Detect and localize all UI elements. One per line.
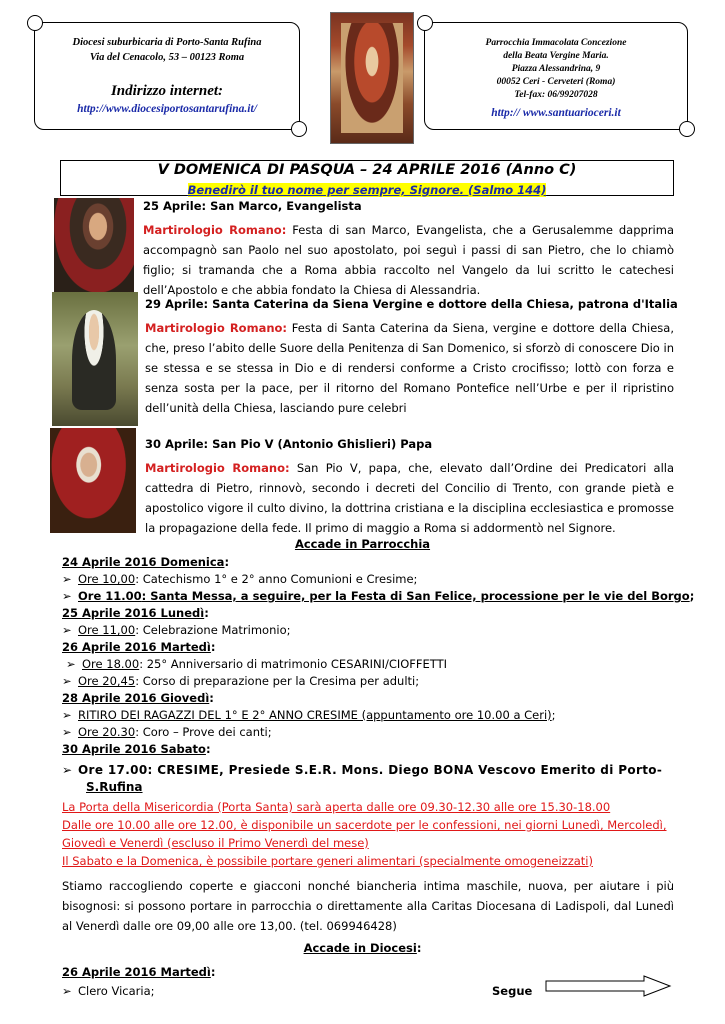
parish-name: Parrocchia Immacolata Concezione [485, 38, 627, 48]
day-1-heading: 24 Aprile 2016 Domenica [62, 555, 225, 569]
parish-url-link[interactable]: http:// www.santuarioceri.it [491, 107, 621, 119]
day-4-heading: 28 Aprile 2016 Giovedì [62, 691, 210, 705]
saint-1-text [143, 220, 674, 300]
saint-2-label: Martirologio Romano: [145, 321, 288, 335]
event-time: Ore 20,45 [78, 674, 136, 688]
arrow-icon: ➢ [62, 572, 72, 586]
saint-2-text [145, 318, 674, 418]
diocese-url-link[interactable]: http://www.diocesiportosantarufina.it/ [77, 103, 257, 115]
event-text: : Santa Messa, a seguire, per la Festa di San Felice, processione per le vie del Borgo [141, 589, 690, 603]
diocese-event: Clero Vicaria; [78, 984, 155, 998]
parish-events-heading: Accade in Parrocchia [294, 537, 431, 551]
diocese-address: Via del Cenacolo, 53 – 00123 Roma [89, 52, 245, 63]
event-text: : Celebrazione Matrimonio; [135, 623, 291, 637]
event-time: Ore 18.00 [82, 657, 140, 671]
diocese-day-heading: 26 Aprile 2016 Martedì [62, 965, 211, 979]
arrow-icon: ➢ [62, 763, 73, 777]
event-time: Ore 11.00 [78, 589, 142, 603]
psalm-subtitle: Benedirò il tuo nome per sempre, Signore. (Salmo 144) [187, 183, 547, 197]
saint-3-text [145, 458, 674, 538]
madonna-icon-image [330, 12, 414, 144]
arrow-icon: ➢ [62, 589, 72, 603]
saint-2-heading: 29 Aprile: Santa Caterina da Siena Vergine e dottore della Chiesa, patrona d'Italia [145, 297, 678, 311]
saint-2-body: Festa di Santa Caterina da Siena, vergine e dottore della Chiesa, che, preso l’abito delle Suore della Penitenza di San Domenico, si sforzò di conoscere Dio in se stessa e se stessa in Dio e di rendersi conforme a Cristo crocifisso; lottò con forza e senza sosta per la pace, per il ritorno del Romano Pontefice nell’Urbe e per il ripristino dell’unità della Chiesa, lasciando pure celebri [145, 321, 674, 415]
day-2-heading: 25 Aprile 2016 Lunedì [62, 606, 205, 620]
confession-notice: Dalle ore 10.00 alle ore 12.00, è disponibile un sacerdote per le confessioni, nei giorni Lunedì, Mercoledì, [62, 818, 667, 832]
arrow-icon: ➢ [62, 708, 72, 722]
day-3-heading: 26 Aprile 2016 Martedì [62, 640, 211, 654]
event-text: : Coro – Prove dei canti; [135, 725, 272, 739]
parish-name-2: della Beata Vergine Maria. [503, 51, 609, 61]
collection-text: Stiamo raccogliendo coperte e giacconi nonché biancheria intima maschile, nuova, per aiutare i più bisognosi: si possono portare in parrocchia o direttamente alla Caritas Diocesana di Ladispoli, dal Lunedì al Venerdì dalle ore 09,00 alle ore 13,00. (tel. 069946428) [62, 879, 674, 933]
page-title: V DOMENICA DI PASQUA – 24 APRILE 2016 (Anno C) [157, 162, 577, 178]
diocese-name: Diocesi suburbicaria di Porto-Santa Rufina [72, 37, 262, 48]
saint-3-body: San Pio V, papa, che, elevato dall’Ordine dei Predicatori alla cattedra di Pietro, rinnovò, secondo i decreti del Concilio di Trento, con grande pietà e apostolico vigore il culto divino, la dottrina cristiana e la disciplina ecclesiastica e promosse la propagazione della fede. Il primo di maggio a Roma si addormentò nel Signore. [145, 461, 675, 535]
arrow-icon: ➢ [62, 674, 72, 688]
parish-phone: Tel-fax: 06/99207028 [514, 90, 598, 100]
internet-heading: Indirizzo internet: [110, 83, 224, 99]
parish-city: 00052 Ceri - Cerveteri (Roma) [496, 77, 616, 87]
event-text: Ore 17.00: CRESIME, Presiede S.E.R. Mons. Diego BONA Vescovo Emerito di Porto- [78, 763, 663, 777]
saint-3-label: Martirologio Romano: [145, 461, 290, 475]
arrow-icon: ➢ [62, 984, 72, 998]
event-text-cont: S.Rufina [86, 780, 143, 794]
header-left-box [34, 22, 300, 130]
segue-label: Segue [492, 984, 533, 998]
event-time: Ore 10,00 [78, 572, 136, 586]
event-text: : 25° Anniversario di matrimonio CESARINI/CIOFFETTI [139, 657, 448, 671]
arrow-icon: ➢ [62, 623, 72, 637]
title-box [60, 160, 674, 196]
saint-catherine-portrait [52, 292, 138, 426]
saint-pius-portrait [50, 428, 136, 533]
saint-mark-portrait [54, 198, 134, 293]
event-text: RITIRO DEI RAGAZZI DEL 1° E 2° ANNO CRESIME (appuntamento ore 10.00 a Ceri) [78, 708, 552, 722]
event-time: Ore 20.30 [78, 725, 136, 739]
diocese-events-heading: Accade in Diocesi [303, 941, 417, 955]
arrow-icon: ➢ [62, 725, 72, 739]
event-text: : Catechismo 1° e 2° anno Comunioni e Cresime; [135, 572, 418, 586]
confession-notice-2: Giovedì e Venerdì (escluso il Primo Venerdì del mese) [62, 836, 369, 850]
header-right-box [424, 22, 688, 130]
saint-3-heading: 30 Aprile: San Pio V (Antonio Ghislieri) Papa [145, 437, 433, 451]
next-page-arrow-icon [544, 975, 674, 997]
saint-1-heading: 25 Aprile: San Marco, Evangelista [143, 199, 362, 213]
arrow-icon: ➢ [66, 657, 76, 671]
saint-1-body: Festa di san Marco, Evangelista, che a Gerusalemme dapprima accompagnò san Paolo nel suo apostolato, poi seguì i passi di san Pietro, che lo chiamò figlio; si tramanda che a Roma abbia raccolto nel Vangelo da lui scritto le catechesi dell’Apostolo e che abbia fondato la Chiesa di Alessandria. [143, 223, 674, 297]
parish-address: Piazza Alessandrina, 9 [511, 64, 601, 74]
event-time: Ore 11,00 [78, 623, 136, 637]
event-text: : Corso di preparazione per la Cresima per adulti; [135, 674, 420, 688]
day-5-heading: 30 Aprile 2016 Sabato [62, 742, 206, 756]
food-notice: Il Sabato e la Domenica, è possibile portare generi alimentari (specialmente omogeneizzati) [62, 854, 593, 868]
saint-1-label: Martirologio Romano: [143, 223, 287, 237]
holy-door-notice: La Porta della Misericordia (Porta Santa) sarà aperta dalle ore 09.30-12.30 alle ore 15.30-18.00 [62, 800, 611, 814]
